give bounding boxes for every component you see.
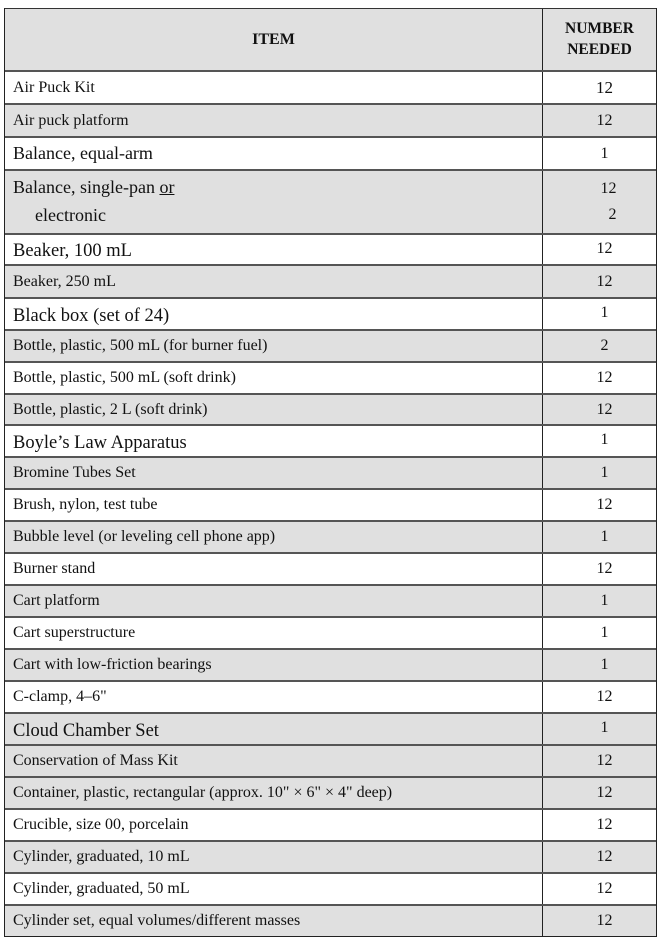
item-line2: electronic <box>35 205 106 225</box>
item-cell: Cylinder, graduated, 50 mL <box>5 874 543 904</box>
qty-cell: 12 <box>596 240 613 257</box>
qty-cell: 1 <box>600 656 609 673</box>
qty-cell: 12 <box>596 560 613 577</box>
qty-cell: 1 <box>600 464 609 481</box>
item-cell: Beaker, 250 mL <box>5 266 543 297</box>
header-number-line1: NUMBER <box>565 20 634 38</box>
item-cell: Cylinder set, equal volumes/different masses <box>5 906 543 936</box>
qty-cell: 12 <box>596 496 613 513</box>
table-row <box>5 70 656 103</box>
table-row <box>5 584 656 616</box>
qty-cell: 1 <box>600 624 609 641</box>
qty-cell: 12 <box>596 111 613 129</box>
table-row <box>5 393 656 424</box>
qty-cell: 1 <box>600 304 609 321</box>
item-cell: Bottle, plastic, 2 L (soft drink) <box>5 395 543 424</box>
table-row <box>5 744 656 776</box>
item-cell: Brush, nylon, test tube <box>5 490 543 520</box>
qty-cell: 12 <box>596 912 613 929</box>
item-cell: Container, plastic, rectangular (approx. 10" × 6" × 4" deep) <box>5 778 543 808</box>
item-underlined-text: or <box>159 177 175 198</box>
item-cell: Cart with low-friction bearings <box>5 650 543 680</box>
qty-cell: 12 <box>596 752 613 769</box>
item-cell: Cart superstructure <box>5 618 543 648</box>
item-cell: Bottle, plastic, 500 mL (for burner fuel) <box>5 331 543 361</box>
qty-cell: 1 <box>600 528 609 545</box>
table-row <box>5 712 656 744</box>
table-header-row <box>5 8 656 70</box>
table-row <box>5 616 656 648</box>
table-row <box>5 872 656 904</box>
qty-cell <box>543 171 656 233</box>
item-cell: Bubble level (or leveling cell phone app) <box>5 522 543 552</box>
item-cell: Bottle, plastic, 500 mL (soft drink) <box>5 363 543 393</box>
qty-cell: 12 <box>596 77 613 97</box>
qty-cell: 12 <box>596 816 613 833</box>
qty-line1: 12 <box>600 179 617 197</box>
item-cell: Bromine Tubes Set <box>5 458 543 488</box>
header-item: ITEM <box>5 9 543 70</box>
table-row <box>5 264 656 297</box>
equipment-table <box>4 8 657 937</box>
item-cell: Boyle’s Law Apparatus <box>5 426 543 456</box>
table-row <box>5 456 656 488</box>
qty-cell: 1 <box>600 719 609 736</box>
header-number-line2: NEEDED <box>567 40 632 58</box>
table-row <box>5 136 656 169</box>
qty-cell: 1 <box>600 144 609 162</box>
item-cell: Cylinder, graduated, 10 mL <box>5 842 543 872</box>
table-row <box>5 233 656 264</box>
item-cell: Cart platform <box>5 586 543 616</box>
table-row <box>5 840 656 872</box>
table-row <box>5 361 656 393</box>
table-row <box>5 808 656 840</box>
qty-cell: 2 <box>600 337 609 354</box>
qty-cell: 12 <box>596 880 613 897</box>
qty-cell: 12 <box>596 848 613 865</box>
item-cell: Conservation of Mass Kit <box>5 746 543 776</box>
item-cell: Air puck platform <box>5 105 543 136</box>
table-row <box>5 488 656 520</box>
item-cell: Beaker, 100 mL <box>5 235 543 264</box>
item-line1 <box>13 174 174 202</box>
qty-cell: 12 <box>596 369 613 386</box>
table-row <box>5 169 656 233</box>
table-row <box>5 297 656 329</box>
item-cell <box>5 171 543 233</box>
item-cell: C-clamp, 4–6" <box>5 682 543 712</box>
table-row <box>5 424 656 456</box>
qty-cell: 12 <box>596 272 613 290</box>
qty-cell: 12 <box>596 688 613 705</box>
table-row <box>5 552 656 584</box>
table-row <box>5 648 656 680</box>
qty-cell: 12 <box>596 400 613 418</box>
item-cell: Cloud Chamber Set <box>5 714 543 744</box>
item-cell: Burner stand <box>5 554 543 584</box>
qty-line2: 2 <box>608 206 617 223</box>
table-row <box>5 680 656 712</box>
table-row <box>5 904 656 936</box>
header-number-needed <box>543 9 656 70</box>
table-row <box>5 520 656 552</box>
table-row <box>5 329 656 361</box>
table-row <box>5 776 656 808</box>
item-cell: Balance, equal-arm <box>5 138 543 169</box>
qty-cell: 1 <box>600 592 609 609</box>
item-cell: Black box (set of 24) <box>5 299 543 329</box>
qty-cell: 1 <box>600 431 609 448</box>
item-cell: Air Puck Kit <box>5 72 543 103</box>
table-row <box>5 103 656 136</box>
qty-cell: 12 <box>596 784 613 801</box>
item-text: Balance, single-pan <box>13 177 160 198</box>
item-cell: Crucible, size 00, porcelain <box>5 810 543 840</box>
